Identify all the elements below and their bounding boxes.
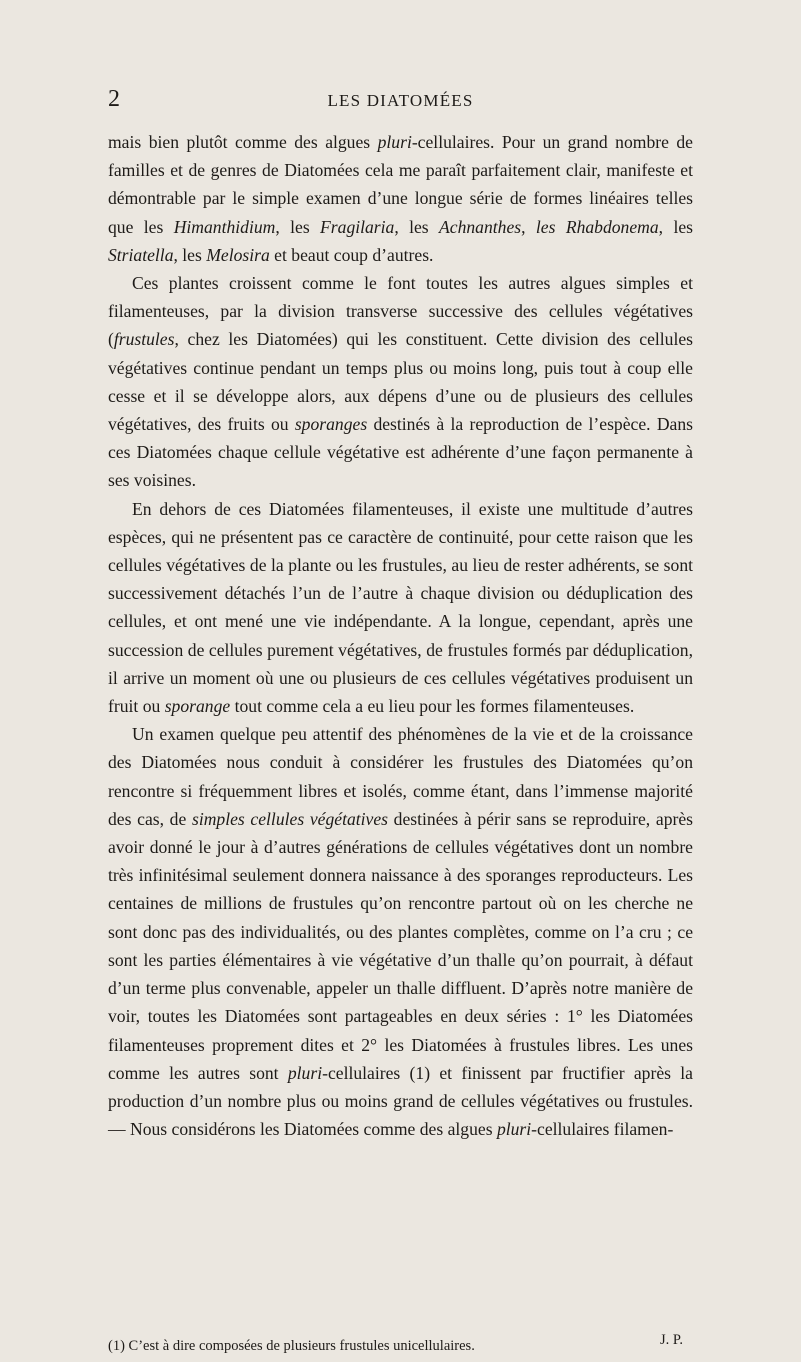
- italic-term: pluri: [377, 132, 412, 152]
- italic-term: simples cellules végétatives: [191, 808, 388, 829]
- italic-term: Himanthidium: [173, 216, 276, 237]
- text-run: -cellulaires. Pour un grand nombre de familles et de genres de Diatomées cela me paraît parfaitement clair, manifeste et démontrable par le simple examen d’une longue série de formes linéaires telles que les: [108, 132, 693, 237]
- page-number: 2: [108, 86, 120, 112]
- paragraph-4: [108, 720, 693, 1143]
- italic-term: Achnanthes: [439, 216, 522, 237]
- text-run: , les: [173, 244, 207, 265]
- running-title: LES DIATOMÉES: [327, 91, 474, 110]
- italic-term: Fragilaria: [320, 216, 395, 237]
- italic-term: pluri: [496, 1119, 532, 1140]
- text-run: Un examen quelque peu attentif des phénomènes de la vie et de la croissance des Diatomées nous conduit à considérer les frustules des Diatomées qu’on rencontre si fréquemment libres et isolés, comme étant, dans l’immense majorité des cas, de: [108, 724, 693, 829]
- text-run: et beaut coup d’autres.: [269, 244, 434, 265]
- italic-term: pluri: [287, 1062, 323, 1083]
- paragraph-3: [108, 495, 693, 721]
- text-run: , les: [658, 216, 693, 237]
- text-run: Ces plantes croissent comme le font toutes les autres algues simples et filamenteuses, par la division transverse successive des cellules végétatives (: [108, 273, 693, 350]
- italic-term: sporange: [164, 696, 231, 717]
- italic-term: les Rhabdonema: [535, 216, 659, 237]
- text-run: , chez les Diatomées) qui les constituent. Cette division des cellules végétatives continue pendant un temps plus ou moins long, puis tout à coup elle cesse et il se développe alors, aux dépens d’une ou de plusieurs des cellules végétatives, des fruits ou: [108, 329, 693, 435]
- text-run: destinées à périr sans se reproduire, après avoir donné le jour à d’autres générations de cellules végétatives dont un nombre très infinitésimal seulement donnera naissance à des sporanges reproducteurs. Les centaines de millions de frustules qu’on rencontre partout où on les cherche ne sont donc pas des individualités, ou des plantes complètes, comme on l’a cru ; ce sont les parties élémentaires à vie végétative d’un thalle qu’on pourrait, à défaut d’un terme plus convenable, appeler un thalle diffluent. D’après notre manière de voir, toutes les Diatomées sont partageables en deux séries : 1° les Diatomées filamenteuses proprement dites et 2° les Diatomées à frustules libres. Les unes comme les autres sont: [108, 808, 694, 1083]
- italic-term: Striatella: [108, 244, 174, 265]
- text-run: -cellulaires (1) et finissent par fructifier après la production d’un nombre plus ou moins grand de cellules végétatives ou frustules. — Nous considérons les Diatomées comme des algues: [108, 1062, 693, 1140]
- italic-term: frustules: [113, 329, 175, 350]
- body-text: [108, 128, 693, 1143]
- text-run: destinés à la reproduction de l’espèce. Dans ces Diatomées chaque cellule végétative est adhérente d’une façon permanente à ses voisines.: [108, 414, 693, 491]
- text-run: -cellulaires filamen-: [531, 1119, 674, 1140]
- italic-term: sporanges: [294, 414, 368, 435]
- text-run: En dehors de ces Diatomées filamenteuses, il existe une multitude d’autres espèces, qui ne présentent pas ce caractère de continuité, pour cette raison que les cellules végétatives de la plante ou les frustules, au lieu de rester adhérents, se sont successivement détachés l’un de l’autre à chaque division ou déduplication des cellules, et ont mené une vie indépendante. A la longue, cependant, après une succession de cellules purement végétatives, de frustules formés par déduplication, il arrive un moment où une ou plusieurs de ces cellules végétatives produisent un fruit ou: [108, 498, 693, 717]
- footnote: (1) C’est à dire composées de plusieurs frustules unicellulaires.: [108, 1338, 475, 1354]
- text-run: , les: [394, 216, 440, 237]
- paragraph-1: [108, 128, 693, 269]
- paragraph-2: [108, 269, 693, 495]
- text-run: tout comme cela a eu lieu pour les formes filamenteuses.: [230, 696, 635, 717]
- italic-term: Melosira: [206, 244, 270, 265]
- text-run: ,: [521, 216, 536, 237]
- text-run: , les: [275, 216, 321, 237]
- text-run: mais bien plutôt comme des algues: [108, 132, 378, 152]
- page-header: [0, 84, 801, 114]
- signature: J. P.: [660, 1332, 683, 1348]
